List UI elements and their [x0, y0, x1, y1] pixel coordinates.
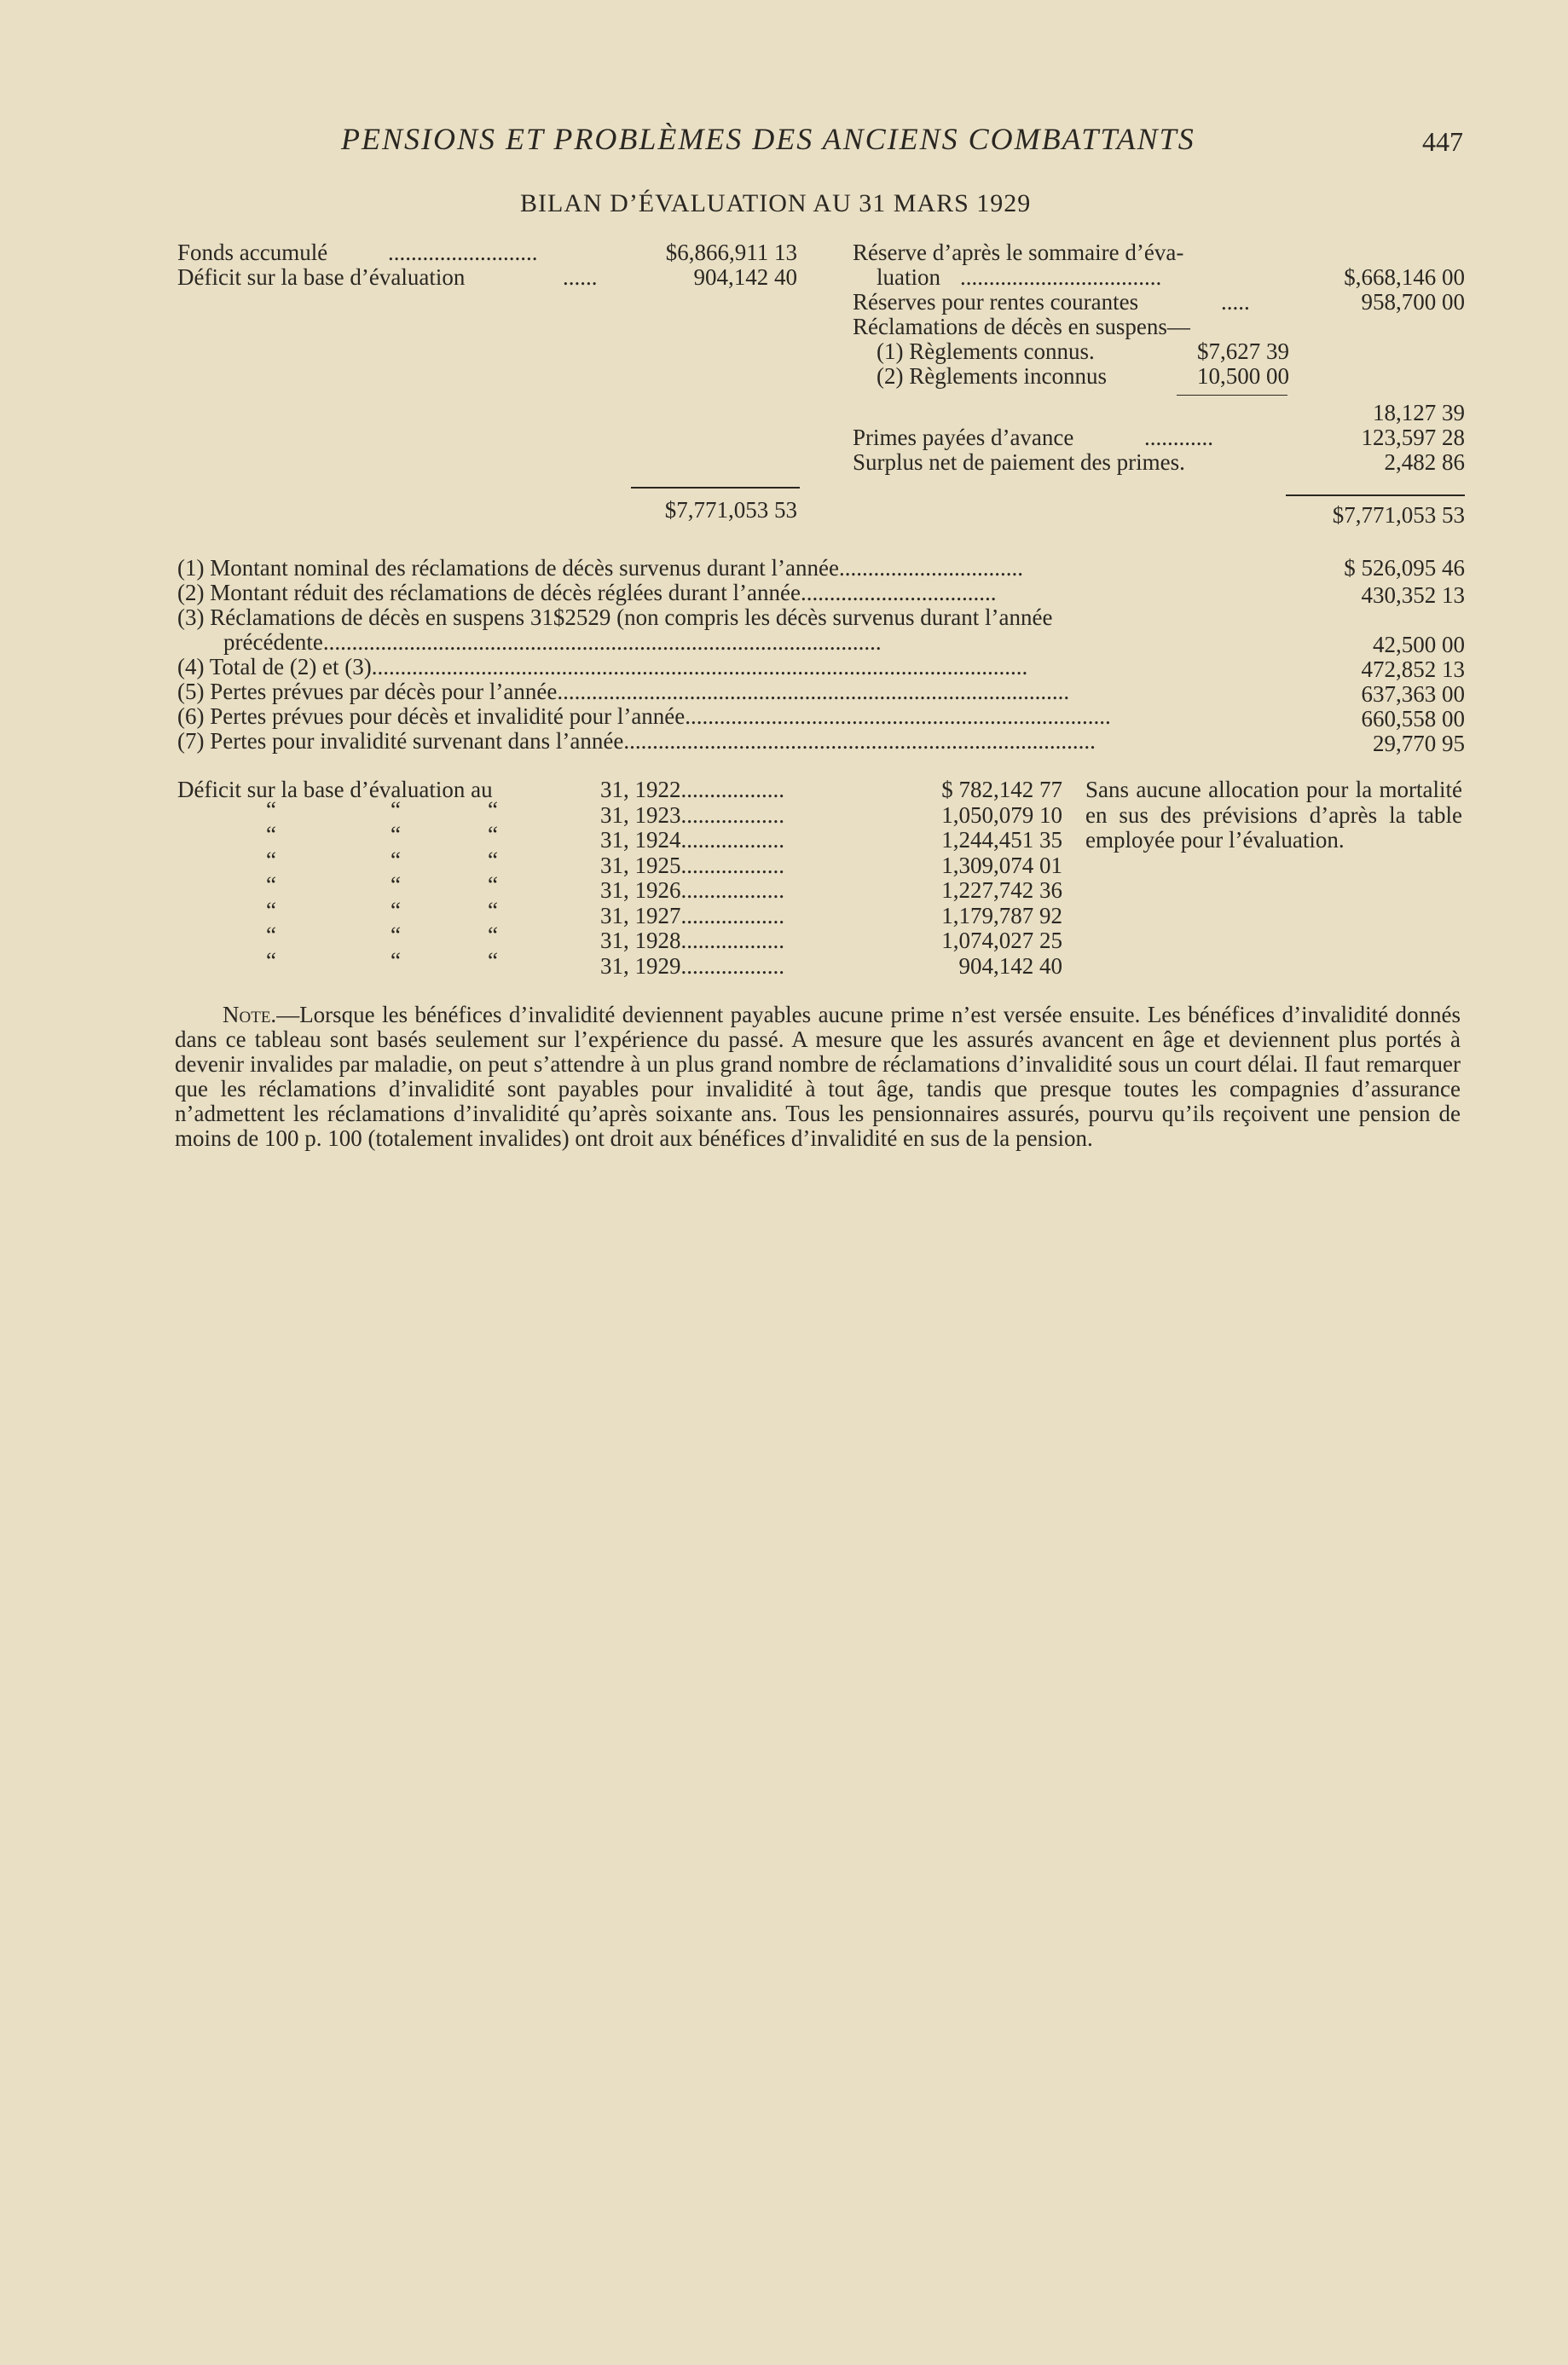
bilan-right-total: $7,771,053 53 [1332, 502, 1465, 528]
bilan-left-amount-1: $6,866,911 13 [665, 240, 797, 265]
claims-amount-1: $ 526,095 46 [1344, 555, 1465, 581]
suspens-label: Réclamations de décès en suspens— [853, 314, 1190, 339]
claims-line-1: (1) Montant nominal des réclamations de décès survenus durant l’année................................ [177, 555, 1023, 581]
bilan-title: BILAN D’ÉVALUATION AU 31 MARS 1929 [520, 189, 1032, 217]
deficit-row-date: 31, 1924.................. [600, 827, 784, 853]
deficit-row-amount: 1,227,742 36 [941, 877, 1062, 903]
claims-line-7: (7) Pertes pour invalidité survenant dans l’année.................................................................................. [177, 728, 1096, 754]
reserve-label-line1: Réserve d’après le sommaire d’éva- [853, 240, 1184, 265]
rentes-amount: 958,700 00 [1361, 289, 1465, 315]
running-header: PENSIONS ET PROBLÈMES DES ANCIENS COMBATTANTS [341, 122, 1195, 156]
leader-dots: ............ [1144, 425, 1213, 450]
claims-amount-3: 42,500 00 [1373, 632, 1465, 657]
ditto-mark: “ [266, 796, 276, 823]
deficit-row-date: 31, 1929.................. [600, 952, 784, 979]
ditto-mark: “ [488, 847, 498, 873]
claims-line-2: (2) Montant réduit des réclamations de décès réglées durant l’année.................................. [177, 580, 997, 605]
leader-dots: ................................... [960, 264, 1162, 290]
deficit-label: Déficit sur la base d’évaluation au [177, 777, 493, 802]
total-rule-left [631, 487, 800, 489]
bilan-left-label-1: Fonds accumulé [177, 240, 328, 265]
reserve-amount: $,668,146 00 [1344, 264, 1465, 290]
page-number: 447 [1422, 126, 1463, 157]
leader-dots: ..... [1221, 289, 1250, 315]
reserve-label-line2: luation [877, 264, 940, 290]
ditto-mark: “ [266, 947, 276, 974]
ditto-mark: “ [391, 847, 401, 873]
deficit-row-date: 31, 1927.................. [600, 902, 784, 928]
sub2-label: (2) Règlements inconnus [877, 363, 1107, 389]
bilan-left-amount-2: 904,142 40 [693, 264, 797, 290]
bilan-left-label-2: Déficit sur la base d’évaluation [177, 264, 466, 290]
claims-amount-6: 660,558 00 [1361, 706, 1465, 731]
leader-dots: ...... [563, 264, 598, 290]
subtotal-rule [1177, 395, 1287, 396]
bilan-left-total: $7,771,053 53 [664, 497, 797, 523]
deficit-row-amount: 1,074,027 25 [941, 928, 1062, 953]
claims-amount-5: 637,363 00 [1361, 681, 1465, 707]
claims-line-3b: précédente................................................................................................. [223, 629, 882, 655]
deficit-row-date: 31, 1926.................. [600, 877, 784, 903]
primes-label: Primes payées d’avance [853, 425, 1074, 450]
ditto-mark: “ [488, 897, 498, 923]
primes-amount: 123,597 28 [1361, 425, 1465, 450]
claims-amount-2: 430,352 13 [1361, 582, 1465, 608]
sub2-amount: 10,500 00 [1197, 363, 1289, 389]
claims-line-5: (5) Pertes prévues par décès pour l’année......................................................................................... [177, 679, 1070, 704]
deficit-row-amount: $ 782,142 77 [941, 777, 1062, 802]
note-paragraph [175, 1003, 1461, 1151]
deficit-comment: Sans aucune allocation pour la mortalité en sus des prévisions d’après la table employée pour l’évaluation. [1085, 777, 1462, 853]
ditto-mark: “ [391, 872, 401, 898]
claims-amount-4: 472,852 13 [1361, 656, 1465, 682]
ditto-mark: “ [266, 822, 276, 847]
rentes-label: Réserves pour rentes courantes [853, 289, 1139, 315]
ditto-mark: “ [266, 897, 276, 923]
deficit-row-amount: 1,309,074 01 [941, 852, 1062, 878]
claims-line-4: (4) Total de (2) et (3).................................................................................................................. [177, 654, 1028, 679]
ditto-mark: “ [266, 847, 276, 873]
total-rule-right [1286, 494, 1465, 496]
sub1-label: (1) Règlements connus. [877, 338, 1095, 364]
ditto-mark: “ [488, 822, 498, 847]
claims-line-6: (6) Pertes prévues pour décès et invalidité pour l’année.......................................................................... [177, 703, 1111, 729]
deficit-row-date: 31, 1923.................. [600, 801, 784, 828]
deficit-row-amount: 1,179,787 92 [941, 902, 1062, 928]
surplus-amount: 2,482 86 [1384, 449, 1465, 475]
leader-dots: .......................... [388, 240, 538, 265]
note-text: —Lorsque les bénéfices d’invalidité deviennent payables aucune prime n’est versée ensuite. Les bénéfices d’invalidité donnés dans ce tableau sont basés seulement sur l’expérience du passé. A mesure que les assurés avancent en âge et deviennent plus portés à devenir invalides par maladie, on peut s’attendre à un plus grand nombre de réclamations d’invalidité sous un court délai. Il faut remarquer que les réclamations d’invalidité sont payables pour invalidité à tout âge, tandis que presque toutes les compagnies d’assurance n’admettent les réclamations d’invalidité qu’après soixante ans. Tous les pensionnaires assurés, pourvu qu’ils reçoivent une pension de moins de 100 p. 100 (totalement invalides) ont droit aux bénéfices d’invalidité en sus de la pension. [175, 1002, 1461, 1151]
ditto-mark: “ [391, 922, 401, 948]
ditto-mark: “ [488, 796, 498, 823]
ditto-mark: “ [488, 872, 498, 898]
claims-amount-7: 29,770 95 [1373, 731, 1465, 756]
ditto-mark: “ [391, 947, 401, 974]
ditto-mark: “ [266, 872, 276, 898]
ditto-mark: “ [488, 922, 498, 948]
ditto-mark: “ [391, 796, 401, 823]
deficit-row-amount: 1,050,079 10 [941, 801, 1062, 828]
ditto-mark: “ [488, 947, 498, 974]
ditto-mark: “ [266, 922, 276, 948]
note-lead: Note. [223, 1002, 277, 1027]
deficit-row-date: 31, 1925.................. [600, 852, 784, 878]
ditto-mark: “ [391, 822, 401, 847]
claims-line-3a: (3) Réclamations de décès en suspens 31$2529 (non compris les décès survenus durant l’année [177, 604, 1053, 630]
deficit-row-amount: 1,244,451 35 [941, 827, 1062, 853]
surplus-label: Surplus net de paiement des primes. [853, 449, 1185, 475]
suspens-total: 18,127 39 [1373, 400, 1465, 425]
ditto-mark: “ [391, 897, 401, 923]
sub1-amount: $7,627 39 [1197, 338, 1289, 364]
deficit-row-date: 31, 1922.................. [600, 777, 784, 802]
deficit-row-date: 31, 1928.................. [600, 928, 784, 953]
deficit-row-amount: 904,142 40 [958, 952, 1062, 979]
